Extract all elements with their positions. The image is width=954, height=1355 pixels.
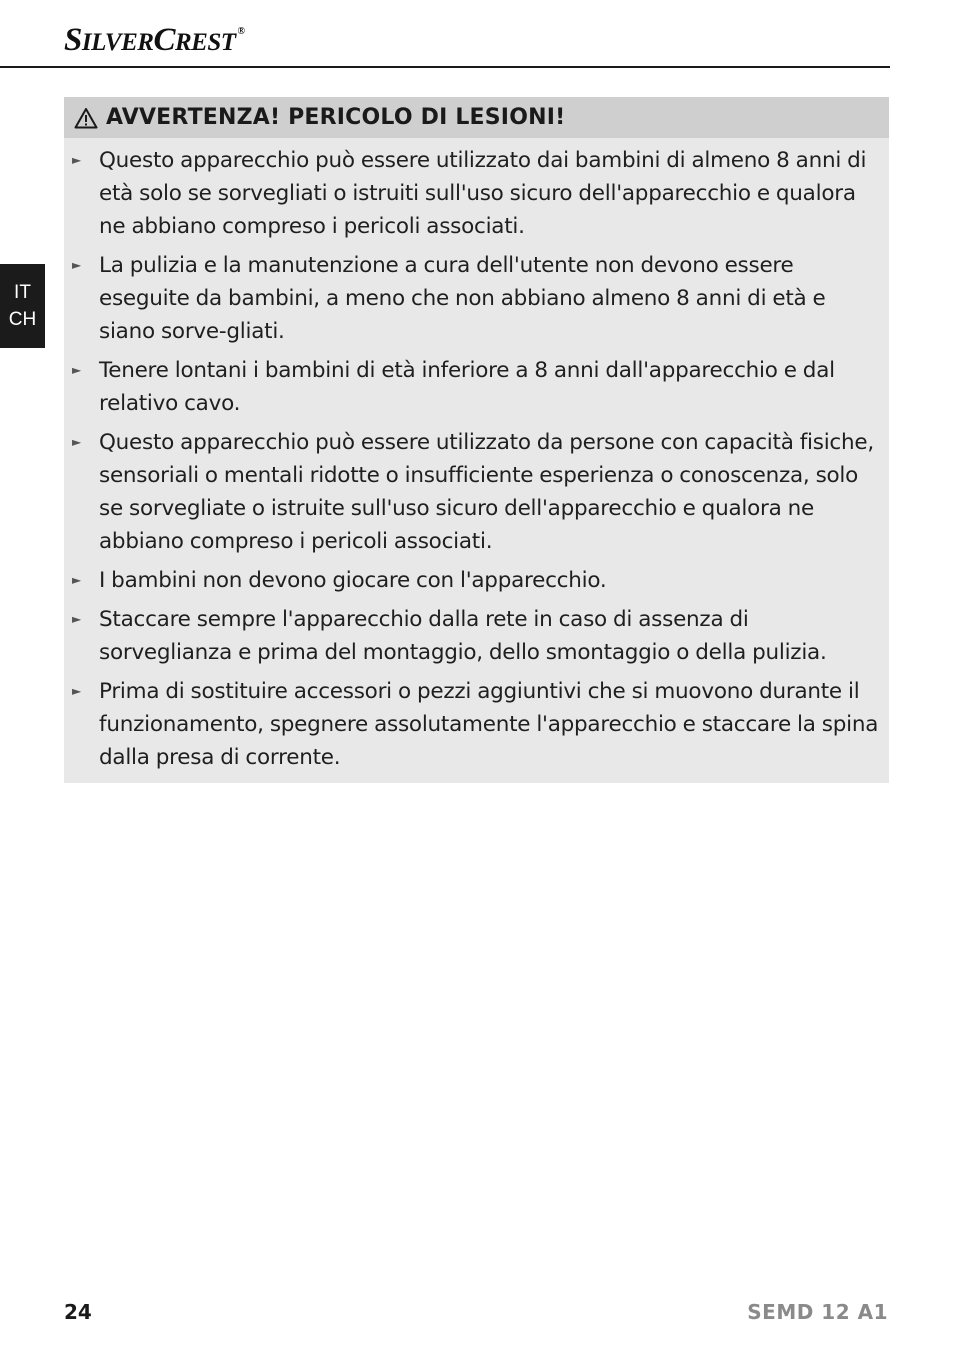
list-item: ► Questo apparecchio può essere utilizzato da persone con capacità fisiche, sensoriali o mentali ridotte o insufficiente esperienza o conoscenza, solo se sorvegliate o istruite sull'uso sicuro dell'apparecchio e qualora ne abbiano compreso i pericoli associati. bbox=[99, 426, 879, 558]
language-code-ch: CH bbox=[8, 309, 37, 330]
list-item: ► Staccare sempre l'apparecchio dalla rete in caso di assenza di sorveglianza e prima del montaggio, dello smontaggio o della pulizia. bbox=[99, 603, 879, 669]
warning-list bbox=[64, 138, 889, 774]
bullet-arrow-icon: ► bbox=[72, 612, 81, 626]
bullet-arrow-icon: ► bbox=[72, 258, 81, 272]
bullet-arrow-icon: ► bbox=[72, 435, 81, 449]
bullet-arrow-icon: ► bbox=[72, 363, 81, 377]
language-code-it: IT bbox=[14, 282, 31, 303]
list-item: ► Questo apparecchio può essere utilizzato dai bambini di almeno 8 anni di età solo se sorvegliati o istruiti sull'uso sicuro dell'apparecchio e qualora ne abbiano compreso i pericoli associati. bbox=[99, 144, 879, 243]
list-item: ► I bambini non devono giocare con l'apparecchio. bbox=[99, 564, 879, 597]
bullet-arrow-icon: ► bbox=[72, 573, 81, 587]
bullet-arrow-icon: ► bbox=[72, 153, 81, 167]
page-number: 24 bbox=[64, 1300, 92, 1324]
warning-box bbox=[64, 97, 889, 783]
list-item: ► Tenere lontani i bambini di età inferiore a 8 anni dall'apparecchio e dal relativo cavo. bbox=[99, 354, 879, 420]
list-item: ► Prima di sostituire accessori o pezzi aggiuntivi che si muovono durante il funzionamento, spegnere assolutamente l'apparecchio e staccare la spina dalla presa di corrente. bbox=[99, 675, 879, 774]
warning-triangle-icon bbox=[74, 107, 98, 129]
warning-header bbox=[64, 97, 889, 138]
header-divider bbox=[0, 66, 890, 68]
model-number: SEMD 12 A1 bbox=[747, 1300, 888, 1324]
bullet-arrow-icon: ► bbox=[72, 684, 81, 698]
warning-title: AVVERTENZA! PERICOLO DI LESIONI! bbox=[106, 105, 566, 130]
brand-logo: SILVERCREST ® bbox=[64, 22, 245, 58]
list-item: ► La pulizia e la manutenzione a cura dell'utente non devono essere eseguite da bambini, a meno che non abbiano almeno 8 anni di età e siano sorve-gliati. bbox=[99, 249, 879, 348]
language-tab bbox=[0, 264, 45, 348]
